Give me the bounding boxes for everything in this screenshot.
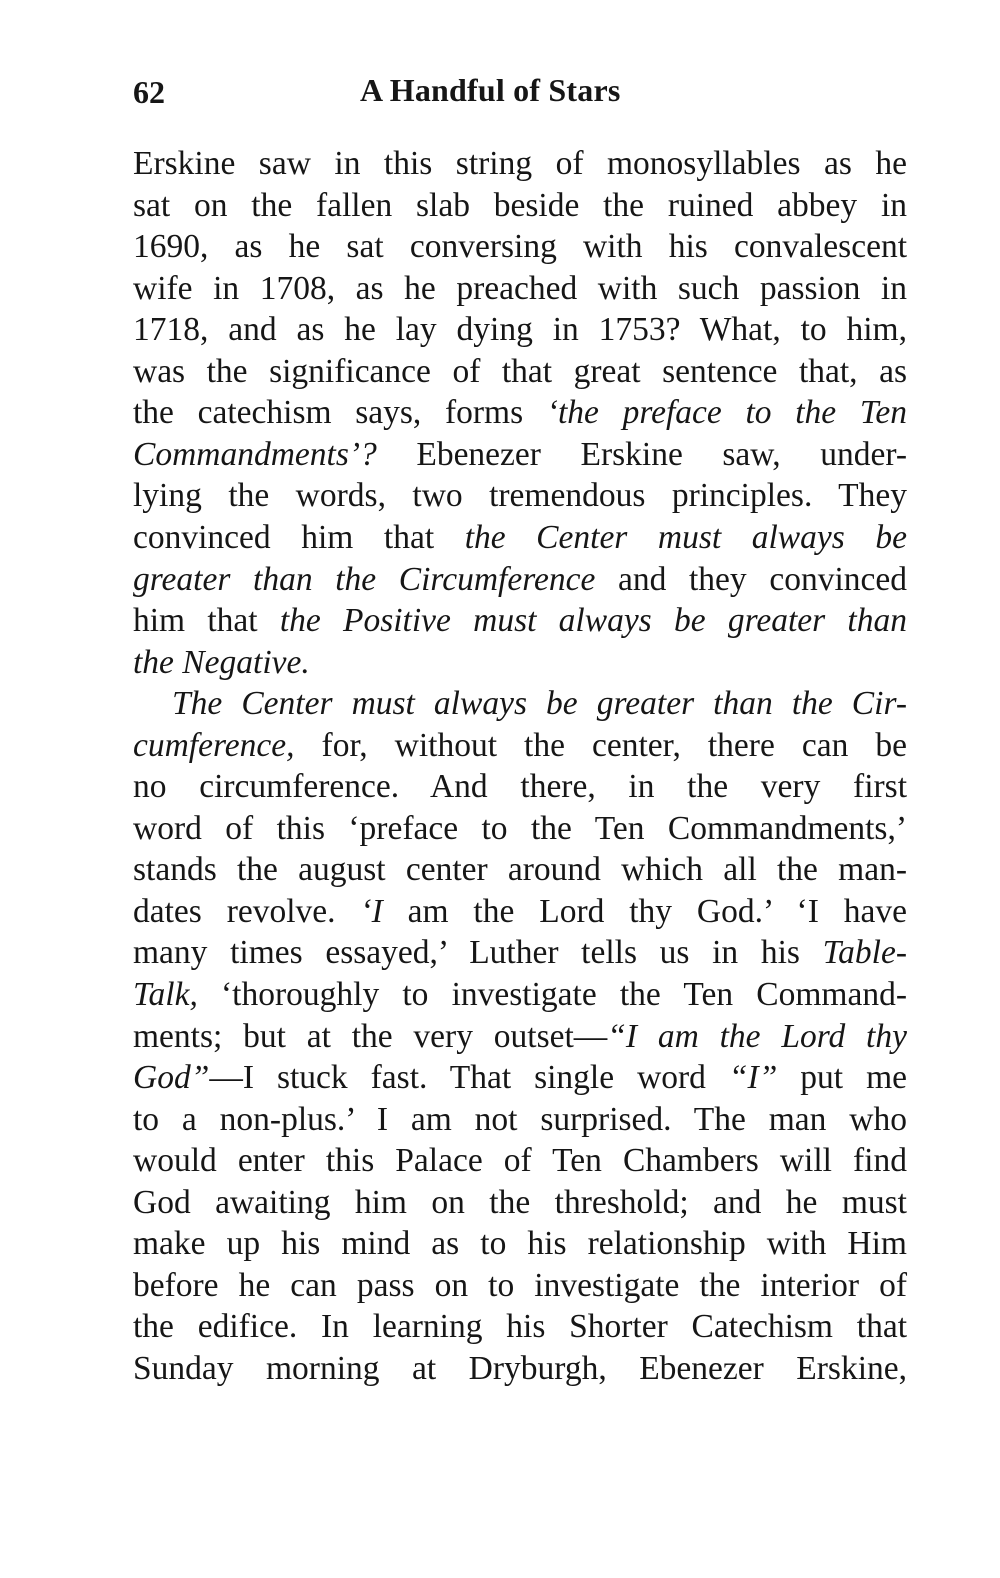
text-line xyxy=(133,726,907,766)
text-run: him that xyxy=(133,602,280,639)
text-run: Ebenezer Erskine saw, under- xyxy=(376,435,907,473)
italic-text: ‘the preface to the Ten xyxy=(546,394,907,432)
text-line xyxy=(133,310,907,350)
text-line xyxy=(133,1100,907,1140)
text-line xyxy=(133,476,907,516)
text-line xyxy=(133,1058,907,1098)
text-run: before he can pass on to investigate the interior of xyxy=(133,1266,907,1304)
text-line xyxy=(133,933,907,973)
text-run: wife in 1708, as he preached with such passion in xyxy=(133,269,907,307)
text-line xyxy=(133,186,907,226)
text-run: put me xyxy=(777,1059,907,1097)
text-line xyxy=(133,1349,907,1389)
text-line xyxy=(133,1266,907,1306)
text-run: ments; but at the very outset— xyxy=(133,1017,608,1055)
italic-text: the Center must always be xyxy=(464,519,907,556)
text-run: the catechism says, forms xyxy=(133,394,547,432)
italic-text: cumference, xyxy=(133,726,295,764)
text-line xyxy=(133,892,907,932)
text-run: word of this ‘preface to the Ten Commandments,’ xyxy=(133,809,907,847)
text-run: no circumference. And there, in the very first xyxy=(133,768,907,806)
italic-text: “I am the Lord thy xyxy=(607,1017,907,1055)
text-run: was the significance of that great sentence that, as xyxy=(133,352,907,390)
text-run: to a non-plus.’ I am not surprised. The man who xyxy=(133,1100,907,1138)
text-line xyxy=(133,269,907,309)
italic-text: ‘I xyxy=(360,892,383,930)
text-line xyxy=(133,560,907,600)
italic-text: “I” xyxy=(728,1059,778,1097)
text-line xyxy=(133,352,907,392)
text-run: for, without the center, there can be xyxy=(294,726,907,764)
text-line xyxy=(172,684,907,724)
text-run: and they convinced xyxy=(595,560,907,598)
running-title: A Handful of Stars xyxy=(360,72,621,108)
text-run: make up his mind as to his relationship with Him xyxy=(133,1225,907,1263)
italic-text: Talk, xyxy=(133,976,198,1013)
text-line xyxy=(133,1307,907,1347)
text-run: dates revolve. xyxy=(133,892,361,930)
text-run: sat on the fallen slab beside the ruined abbey in xyxy=(133,186,907,224)
text-line xyxy=(133,809,907,849)
italic-text: greater than the Circumference xyxy=(133,560,596,598)
text-line xyxy=(133,850,907,890)
text-line xyxy=(133,975,907,1015)
text-line xyxy=(133,1017,907,1057)
text-run: 1690, as he sat conversing with his convalescent xyxy=(133,228,907,266)
text-line xyxy=(133,601,907,641)
text-run: convinced him that xyxy=(133,519,465,556)
text-line xyxy=(133,144,907,184)
text-run: would enter this Palace of Ten Chambers will find xyxy=(133,1142,907,1180)
italic-text: Table- xyxy=(822,934,907,972)
text-run: Sunday morning at Dryburgh, Ebenezer Erskine, xyxy=(133,1349,907,1387)
text-run: Erskine saw in this string of monosyllables as he xyxy=(133,145,907,182)
text-run: —I stuck fast. That single word xyxy=(209,1059,729,1097)
text-line xyxy=(133,435,907,475)
italic-text: the Positive must always be greater than xyxy=(279,602,907,639)
text-run: the edifice. In learning his Shorter Catechism that xyxy=(133,1308,907,1346)
text-line xyxy=(133,1183,907,1223)
text-line xyxy=(133,643,907,683)
text-run: am the Lord thy God.’ ‘I have xyxy=(382,892,907,930)
italic-text: The Center must always be greater than the Cir- xyxy=(172,685,907,723)
text-run: many times essayed,’ Luther tells us in his xyxy=(133,934,823,972)
text-line xyxy=(133,227,907,267)
text-run: God awaiting him on the threshold; and he must xyxy=(133,1183,907,1221)
italic-text: Commandments’? xyxy=(133,435,377,473)
text-run: ‘thoroughly to investigate the Ten Command- xyxy=(197,976,907,1013)
page-header xyxy=(133,72,913,118)
text-line xyxy=(133,1224,907,1264)
italic-text: God” xyxy=(133,1059,210,1097)
text-line xyxy=(133,767,907,807)
page-number: 62 xyxy=(133,74,165,110)
text-run: stands the august center around which all the man- xyxy=(133,851,907,889)
italic-text: the Negative. xyxy=(133,643,310,681)
text-line xyxy=(133,1141,907,1181)
text-run: lying the words, two tremendous principles. They xyxy=(133,477,907,515)
text-run: 1718, and as he lay dying in 1753? What, to him, xyxy=(133,311,907,349)
text-line xyxy=(133,393,907,433)
text-line xyxy=(133,518,907,558)
